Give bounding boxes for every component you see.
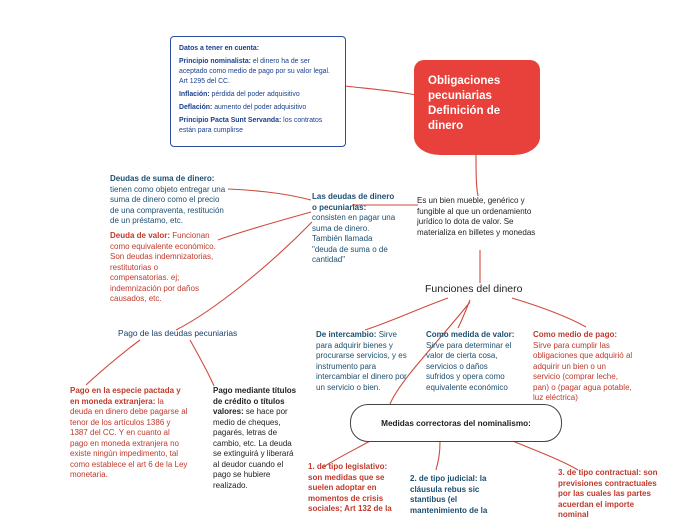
funcion-medio-pago-title: Como medio de pago:	[533, 330, 617, 339]
notes-item	[179, 116, 337, 136]
notes-item-key: Principio nominalista:	[179, 58, 251, 65]
notes-box-header: Datos a tener en cuenta:	[179, 45, 260, 52]
funcion-intercambio-body: Sirve para adquirir bienes y procurarse servicios, y es instrumento para intercambiar el dinero por un servicio o bien.	[316, 330, 407, 392]
deudas-suma-title: Deudas de suma de dinero:	[110, 174, 215, 183]
notes-item-text: el dinero ha de ser aceptado como medio de pago por su valor legal. Art 1295 del CC.	[179, 58, 330, 85]
deuda-de-valor-text	[110, 231, 218, 305]
notes-item	[179, 103, 337, 113]
notes-item	[179, 57, 337, 87]
funcion-intercambio-title: De intercambio:	[316, 330, 377, 339]
funciones-del-dinero-label	[425, 283, 575, 295]
notes-item-text: pérdida del poder adquisitivo	[209, 91, 300, 98]
notes-item-key: Principio Pacta Sunt Servanda:	[179, 117, 282, 124]
medida-judicial-title: 2. de tipo judicial: la cláusula rebus sic stantibus (el mantenimiento de la	[410, 474, 488, 515]
notes-box-datos-a-tener-en-cuenta	[170, 36, 346, 147]
funcion-de-intercambio-text	[316, 330, 408, 393]
pago-deudas-pecuniarias-label	[118, 328, 278, 339]
notes-item-key: Deflación:	[179, 104, 213, 111]
medida-legislativo-body: son medidas que se suelen adoptar en momentos de crisis sociales; Art 132 de la	[308, 472, 392, 513]
definicion-dinero-label: Es un bien mueble, genérico y fungible al que un ordenamiento jurídico lo dota de valor. Se materializa en billetes y monedas	[417, 196, 536, 237]
medida-legislativo-title: 1. de tipo legislativo:	[308, 462, 388, 471]
funcion-medida-valor-title: Como medida de valor:	[426, 330, 515, 339]
root-node-label: Obligaciones pecuniarias Definición de dinero	[428, 75, 501, 132]
pago-especie-body: la deuda en dinero debe pagarse al tenor de los artículos 1386 y 1387 del CC. Y en cuanto al pago en moneda extranjera no existe ningún impedimento, tal como establece el art 6 de la Ley monetaria.	[70, 396, 188, 479]
funcion-medio-de-pago-text	[533, 330, 633, 404]
notes-item-text: los contratos están para cumplirse	[179, 117, 323, 134]
deudas-suma-body: tienen como objeto entregar una suma de dinero como el precio de una compraventa, restitución de un préstamo, etc.	[110, 184, 226, 225]
funcion-medida-de-valor-text	[426, 330, 518, 393]
notes-item-text: aumento del poder adquisitivo	[212, 104, 307, 111]
deudas-dinero-title: Las deudas de dinero o pecuniarias:	[312, 192, 395, 212]
pago-deudas-text: Pago de las deudas pecuniarias	[118, 328, 238, 338]
notes-item-key: Inflación:	[179, 91, 210, 98]
definicion-dinero-text	[417, 196, 541, 238]
deudas-dinero-body: consisten en pagar una suma de dinero. También llamada "deuda de suma o de cantidad"	[312, 213, 396, 264]
medida-contractual-title: 3. de tipo contractual:	[558, 468, 642, 477]
pago-especie-title: Pago en la especie pactada y en moneda extranjera:	[70, 386, 181, 406]
pago-titulos-body: se hace por medio de cheques, pagarés, letras de cambio, etc. La deuda se extinguirá y liberará al deudor cuando el pago se hubiere realizado.	[213, 407, 294, 490]
root-node-obligaciones-pecuniarias[interactable]	[414, 60, 540, 155]
deuda-valor-title: Deuda de valor:	[110, 231, 171, 240]
deudas-dinero-pecuniarias-text	[312, 192, 398, 266]
notes-item	[179, 90, 337, 100]
pago-titulos-credito-text	[213, 386, 299, 491]
funcion-medida-valor-body: Sirve para determinar el valor de cierta cosa, servicios o daños sufridos y opera como equivalente económico	[426, 340, 512, 392]
funcion-medio-pago-body: Sirve para cumplir las obligaciones que adquirió al adquirir un bien o un servicio (comprar leche, pan) o (pagar agua potable, luz eléctrica)	[533, 340, 633, 402]
deudas-suma-dinero-text	[110, 174, 228, 227]
medidas-correctoras-nominalismo-box[interactable]	[350, 404, 562, 442]
medidas-correctoras-label: Medidas correctoras del nominalismo:	[381, 418, 531, 428]
deuda-valor-body: Funcionan como equivalente económico. Son deudas indemnizatorias, restitutorias o compensatorias. ej; indemnización por daños causados, etc.	[110, 231, 216, 303]
pago-especie-pactada-text	[70, 386, 188, 481]
medida-tipo-judicial-text	[410, 474, 506, 516]
medida-tipo-contractual-text	[558, 468, 658, 520]
funciones-title-text: Funciones del dinero	[425, 283, 523, 295]
pago-titulos-title: Pago mediante títulos de crédito o títulos valores:	[213, 386, 297, 416]
medida-contractual-body: son previsiones contractuales por las cuales las partes acuerdan el importe nominal	[558, 468, 658, 519]
medida-tipo-legislativo-text	[308, 462, 394, 515]
